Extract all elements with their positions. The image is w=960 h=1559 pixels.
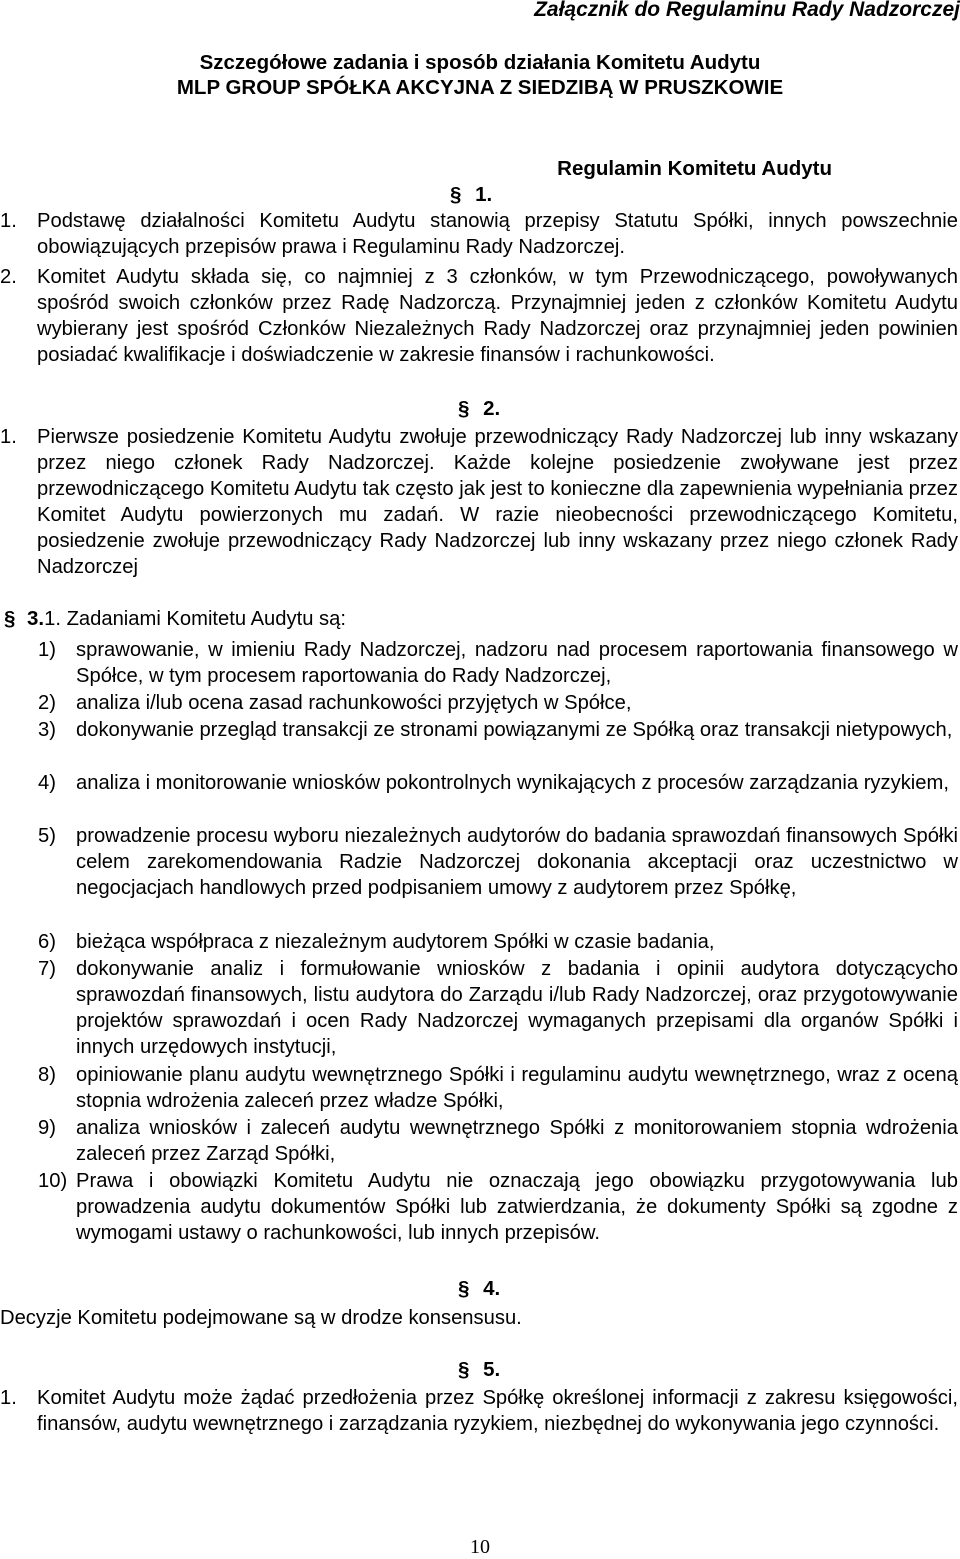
task-item xyxy=(38,823,958,901)
document-title-line2: MLP GROUP SPÓŁKA AKCYJNA Z SIEDZIBĄ W PRUSZKOWIE xyxy=(176,76,784,99)
task-number: 9) xyxy=(38,1117,56,1139)
s4-text: Decyzje Komitetu podejmowane są w drodze konsensusu. xyxy=(0,1307,522,1329)
s1-item-2 xyxy=(0,264,958,368)
task-number: 4) xyxy=(38,772,56,794)
task-item xyxy=(38,1168,958,1246)
task-number: 2) xyxy=(38,692,56,714)
task-text: dokonywanie przegląd transakcji ze stronami powiązanymi ze Spółką oraz transakcji nietypowych, xyxy=(76,719,953,741)
task-item xyxy=(38,770,958,796)
task-text: bieżąca współpraca z niezależnym audytorem Spółki w czasie badania, xyxy=(76,931,715,953)
task-item xyxy=(38,929,958,955)
paragraph-sign: § xyxy=(450,183,462,206)
item-text: Komitet Audytu składa się, co najmniej z 3 członków, w tym Przewodniczącego, powoływanych spośród swoich członków przez Radę Nadzorczą. Przynajmniej jeden z członków Komitetu Audytu wybierany jest spośród Członków Niezależnych Rady Nadzorczej oraz przynajmniej jeden powinien posiadać kwalifikacje i doświadczenie w zakresie finansów i rachunkowości. xyxy=(37,266,958,366)
task-item xyxy=(38,1062,958,1114)
section-2-heading xyxy=(458,397,500,421)
task-number: 3) xyxy=(38,719,56,741)
section-1-heading xyxy=(450,183,492,207)
task-text: analiza i monitorowanie wniosków pokontrolnych wynikających z procesów zarządzania ryzykiem, xyxy=(76,772,949,794)
item-number: 1. xyxy=(0,426,17,448)
task-item xyxy=(38,690,958,716)
task-item xyxy=(38,1115,958,1167)
item-text: Komitet Audytu może żądać przedłożenia przez Spółkę określonej informacji z zakresu księgowości, finansów, audytu wewnętrznego i zarządzania ryzykiem, niezbędnej do wykonywania jego czynności. xyxy=(37,1387,958,1435)
task-text: analiza wniosków i zaleceń audytu wewnętrznego Spółki z monitorowaniem stopnia wdrożenia zaleceń przez Zarząd Spółki, xyxy=(76,1117,958,1165)
document-title-line1: Szczegółowe zadania i sposób działania Komitetu Audytu xyxy=(199,51,761,74)
paragraph-sign: § xyxy=(458,397,470,420)
item-number: 2. xyxy=(0,266,17,288)
item-text: Pierwsze posiedzenie Komitetu Audytu zwołuje przewodniczący Rady Nadzorczej lub inny wskazany przez niego członek Rady Nadzorczej. Każde kolejne posiedzenie zwoływane jest przez przewodniczącego Komitetu Audytu tak często jak jest to konieczne dla zapewnienia wypełniania przez Komitet Audytu powierzonych mu zadań. W razie nieobecności przewodniczącego Komitetu, posiedzenie zwołuje przewodniczący Rady Nadzorczej lub inny wskazany przez niego członek Rady Nadzorczej xyxy=(37,426,958,578)
s5-item-1 xyxy=(0,1385,958,1437)
task-item xyxy=(38,717,958,743)
s3-intro: 1. Zadaniami Komitetu Audytu są: xyxy=(44,608,346,630)
section-number: 4. xyxy=(483,1277,501,1300)
item-text: Podstawę działalności Komitetu Audytu stanowią przepisy Statutu Spółki, innych powszechnie obowiązujących przepisów prawa i Regulaminu Rady Nadzorczej. xyxy=(37,210,958,258)
section-number: 1. xyxy=(475,183,493,206)
item-number: 1. xyxy=(0,210,17,232)
section-number: 5. xyxy=(483,1358,501,1381)
task-item xyxy=(38,637,958,689)
paragraph-sign: § xyxy=(4,607,16,630)
regulation-title: Regulamin Komitetu Audytu xyxy=(557,157,832,180)
task-number: 5) xyxy=(38,825,56,847)
task-number: 6) xyxy=(38,931,56,953)
item-number: 1. xyxy=(0,1387,17,1409)
task-text: prowadzenie procesu wyboru niezależnych audytorów do badania sprawozdań finansowych Spółki celem zarekomendowania Radzie Nadzorczej dokonania akceptacji oraz uczestnictwo w negocjacjach handlowych przed podpisaniem umowy z audytorem przez Spółkę, xyxy=(76,825,958,899)
task-number: 10) xyxy=(38,1170,68,1192)
task-number: 1) xyxy=(38,639,56,661)
page-number: 10 xyxy=(470,1536,490,1558)
paragraph-sign: § xyxy=(458,1277,470,1300)
task-text: opiniowanie planu audytu wewnętrznego Spółki i regulaminu audytu wewnętrznego, wraz z oceną stopnia wdrożenia zaleceń przez władze Spółki, xyxy=(76,1064,958,1112)
task-text: dokonywanie analiz i formułowanie wniosków z badania i opinii audytora dotyczącycho sprawozdań finansowych, listu audytora do Zarządu i/lub Rady Nadzorczej, oraz przygotowywanie projektów sprawozdań i ocen Rady Nadzorczej wymaganych przepisami dla organów Spółki i innych urzędowych instytucji, xyxy=(76,958,958,1058)
section-5-heading xyxy=(458,1358,500,1382)
task-text: analiza i/lub ocena zasad rachunkowości przyjętych w Spółce, xyxy=(76,692,632,714)
section-4-heading xyxy=(458,1277,500,1301)
section-3-heading xyxy=(0,607,346,631)
section-number: 2. xyxy=(483,397,501,420)
annex-heading: Załącznik do Regulaminu Rady Nadzorczej xyxy=(534,0,960,21)
task-text: sprawowanie, w imieniu Rady Nadzorczej, nadzoru nad procesem raportowania finansowego w Spółce, w tym procesem raportowania do Rady Nadzorczej, xyxy=(76,639,958,687)
task-text: Prawa i obowiązki Komitetu Audytu nie oznaczają jego obowiązku przygotowywania lub prowadzenia audytu dokumentów Spółki lub zatwierdzania, że dokumenty Spółki są zgodne z wymogami ustawy o rachunkowości, lub innych przepisów. xyxy=(76,1170,958,1244)
task-number: 7) xyxy=(38,958,56,980)
task-item xyxy=(38,956,958,1060)
paragraph-sign: § xyxy=(458,1358,470,1381)
s2-item-1 xyxy=(0,424,958,580)
task-number: 8) xyxy=(38,1064,56,1086)
section-number: 3. xyxy=(27,607,45,630)
s1-item-1 xyxy=(0,208,958,260)
